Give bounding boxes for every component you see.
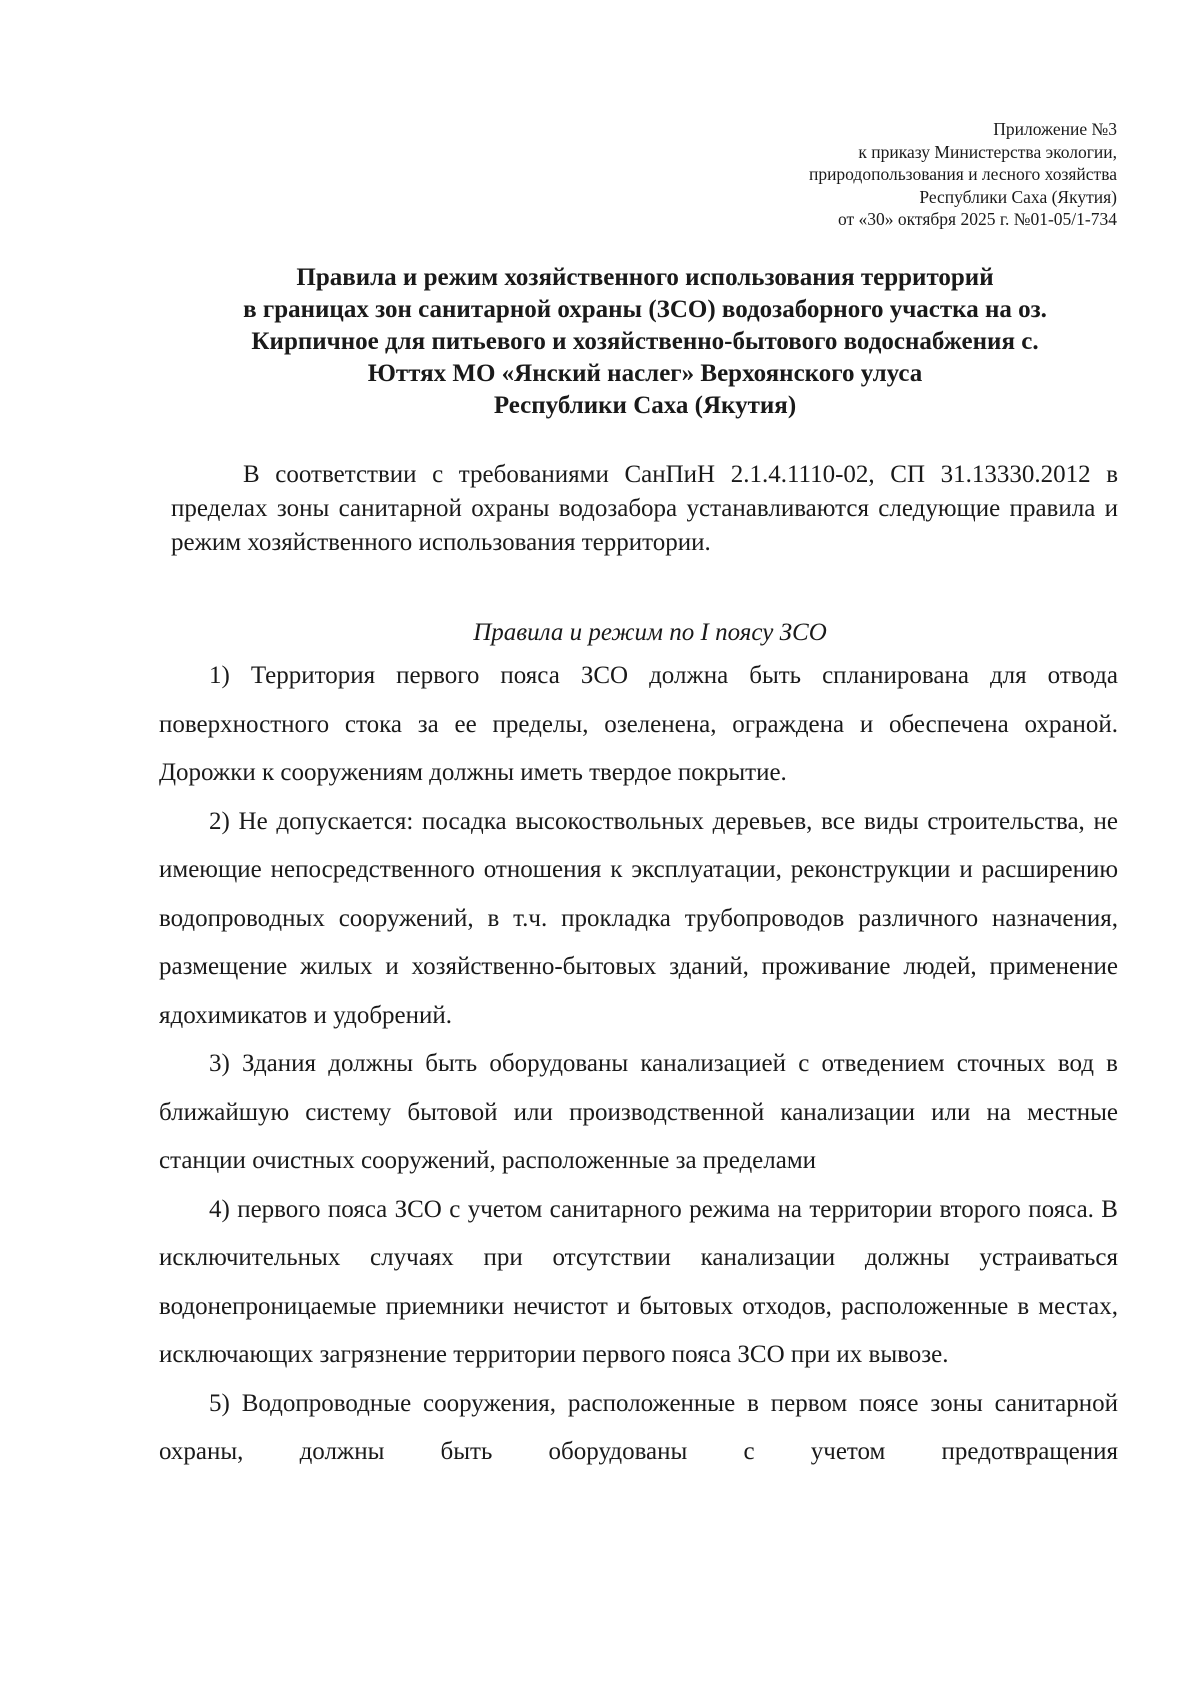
rule-item-3: 3) Здания должны быть оборудованы канализацией с отведением сточных вод в ближайшую систему бытовой или производственной канализации или на местные станции очистных сооружений, расположенные за пределами	[159, 1050, 1118, 1174]
rule-item-4: 4) первого пояса ЗСО с учетом санитарного режима на территории второго пояса. В исключительных случаях при отсутствии канализации должны устраиваться водонепроницаемые приемники нечистот и бытовых отходов, расположенные в местах, исключающих загрязнение территории первого пояса ЗСО при их вывозе.	[159, 1195, 1118, 1368]
appendix-line: Республики Саха (Якутия)	[919, 186, 1117, 207]
appendix-header	[557, 118, 1117, 231]
rule-item-5: 5) Водопроводные сооружения, расположенные в первом поясе зоны санитарной охраны, должны быть оборудованы с учетом предотвращения	[159, 1389, 1118, 1465]
title-line: Республики Саха (Якутия)	[493, 392, 797, 419]
title-line: Правила и режим хозяйственного использования территорий	[296, 264, 994, 291]
appendix-line: от «30» октября 2025 г. №01-05/1-734	[837, 209, 1117, 229]
title-line: Кирпичное для питьевого и хозяйственно-бытового водоснабжения с.	[251, 328, 1039, 355]
appendix-line: к приказу Министерства экологии,	[858, 141, 1117, 162]
document-title	[130, 262, 1160, 422]
section-heading: Правила и режим по I поясу ЗСО	[473, 619, 827, 646]
intro-section	[171, 458, 1118, 560]
intro-paragraph: В соответствии с требованиями СанПиН 2.1.4.1110-02, СП 31.13330.2012 в пределах зоны санитарной охраны водозабора устанавливаются следующие правила и режим хозяйственного использования территории.	[171, 461, 1118, 556]
rule-item-2: 2) Не допускается: посадка высокоствольных деревьев, все виды строительства, не имеющие непосредственного отношения к эксплуатации, реконструкции и расширению водопроводных сооружений, в т.ч. прокладка трубопроводов различного назначения, размещение жилых и хозяйственно-бытовых зданий, проживание людей, применение ядохимикатов и удобрений.	[159, 807, 1118, 1029]
appendix-line: Приложение №3	[993, 119, 1117, 139]
title-line: Юттях МО «Янский наслег» Верхоянского улуса	[367, 360, 923, 387]
rules-list	[159, 652, 1118, 1477]
rule-item-1: 1) Территория первого пояса ЗСО должна быть спланирована для отвода поверхностного стока за ее пределы, озеленена, ограждена и обеспечена охраной. Дорожки к сооружениям должны иметь твердое покрытие.	[159, 662, 1118, 786]
title-line: в границах зон санитарной охраны (ЗСО) водозаборного участка на оз.	[243, 296, 1047, 323]
appendix-line: природопользования и лесного хозяйства	[808, 164, 1117, 184]
